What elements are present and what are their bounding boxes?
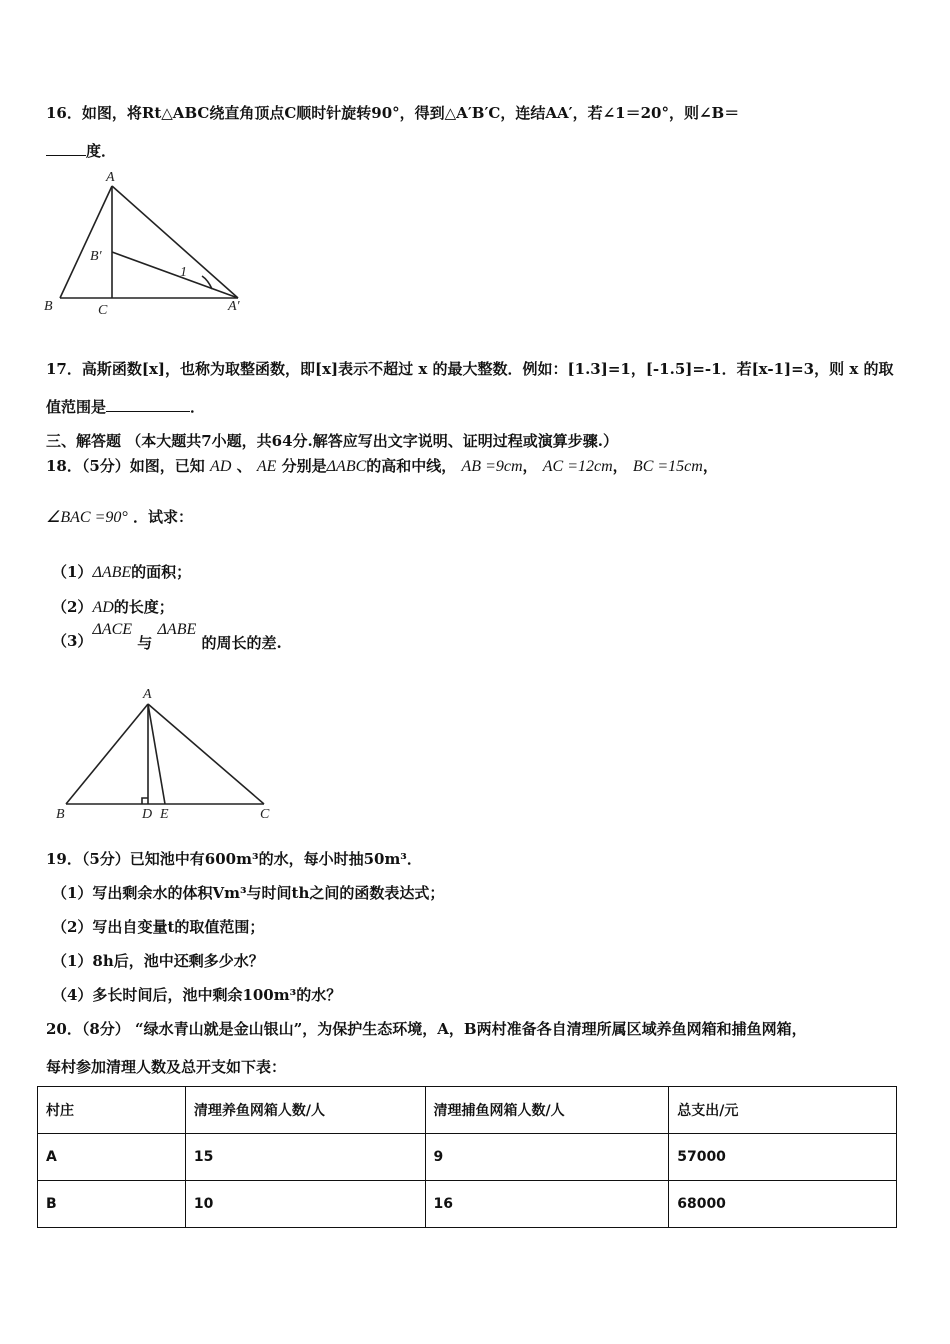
q16-label-Aprime: A′ bbox=[228, 299, 240, 314]
table-row bbox=[38, 1134, 897, 1181]
q18-p2-math: AD bbox=[92, 599, 114, 616]
table-row bbox=[38, 1181, 897, 1228]
table-cell: B bbox=[38, 1181, 186, 1228]
q18-p3-and: 与 bbox=[137, 634, 153, 652]
q18-part2 bbox=[52, 596, 174, 617]
q16-edge-BprimeAprime bbox=[112, 252, 238, 298]
q16-edge-AAprime bbox=[112, 186, 238, 298]
q16-line2-suffix: 度． bbox=[86, 142, 117, 160]
q17-line2 bbox=[46, 396, 205, 417]
q18-mid: 分别是 bbox=[281, 457, 327, 475]
q18-p2-num: （2） bbox=[52, 598, 93, 616]
q18-label-D: D bbox=[142, 807, 153, 822]
q17-line2-prefix: 值范围是 bbox=[46, 398, 107, 416]
q18-median-AE bbox=[148, 704, 165, 804]
q20-line2: 每村参加清理人数及总开支如下表： bbox=[46, 1058, 287, 1076]
q18-p3-math2: ΔABE bbox=[157, 621, 197, 638]
q18-comma1: ， bbox=[522, 457, 538, 475]
table-cell: 10 bbox=[185, 1181, 425, 1228]
q18-p3-text: 的周长的差. bbox=[201, 634, 282, 652]
q19-line1: 19．（5分）已知池中有600m³的水，每小时抽50m³． bbox=[46, 850, 422, 868]
q18-edge-BA bbox=[66, 704, 148, 804]
q17-line1: 17．高斯函数[x]，也称为取整函数，即[x]表示不超过 x 的最大整数．例如：[1.3]=1，[-1.5]=-1．若[x-1]=3，则 x 的取 bbox=[46, 360, 894, 378]
q19-line5: （4）多长时间后，池中剩余100m³的水？ bbox=[52, 986, 342, 1004]
table-cell: 16 bbox=[425, 1181, 669, 1228]
q18-ae: AE bbox=[256, 458, 277, 475]
q18-p1-math: ΔABE bbox=[92, 564, 132, 581]
q19-line2: （1）写出剩余水的体积Vm³与时间th之间的函数表达式； bbox=[52, 884, 445, 902]
q18-edge-AC bbox=[148, 704, 264, 804]
q18-tri: ΔABC bbox=[326, 458, 367, 475]
q18-ac: AC =12cm bbox=[542, 458, 613, 475]
q18-part3 bbox=[52, 621, 282, 652]
table-cell: 15 bbox=[185, 1134, 425, 1181]
q18-line2 bbox=[46, 506, 193, 527]
q18-line1 bbox=[46, 455, 718, 476]
q18-label-B: B bbox=[56, 807, 65, 822]
table-header-cell: 清理捕鱼网箱人数/人 bbox=[425, 1087, 669, 1134]
q16-label-Bprime: B′ bbox=[90, 249, 102, 264]
table-header-cell: 村庄 bbox=[38, 1087, 186, 1134]
q16-label-angle1: 1 bbox=[180, 265, 187, 280]
q18-ask: ．试求： bbox=[133, 508, 194, 526]
q16-edge-BA bbox=[60, 186, 112, 298]
table-cell: 57000 bbox=[669, 1134, 897, 1181]
table-cell: A bbox=[38, 1134, 186, 1181]
q17-answer-blank[interactable] bbox=[106, 397, 190, 412]
q18-ad: AD bbox=[210, 458, 232, 475]
q18-right-angle-mark bbox=[142, 798, 148, 804]
table-header-cell: 清理养鱼网箱人数/人 bbox=[185, 1087, 425, 1134]
q18-mid2: 的高和中线， bbox=[366, 457, 457, 475]
q16-line2 bbox=[46, 140, 116, 161]
q18-figure bbox=[52, 686, 282, 821]
q18-ab: AB =9cm bbox=[461, 458, 523, 475]
q16-label-B: B bbox=[44, 299, 53, 314]
q19-line4: （1）8h后，池中还剩多少水？ bbox=[52, 952, 264, 970]
q17-line2-suffix: ． bbox=[190, 398, 206, 416]
table-cell: 9 bbox=[425, 1134, 669, 1181]
q16-line1: 16．如图，将Rt△ABC绕直角顶点C顺时针旋转90°，得到△A′B′C，连结AA′，若∠1＝20°，则∠B＝ bbox=[46, 104, 740, 122]
q18-p1-num: （1） bbox=[52, 563, 93, 581]
q20-line1: 20．（8分） “绿水青山就是金山银山”，为保护生态环境，A，B两村准备各自清理所属区域养鱼网箱和捕鱼网箱， bbox=[46, 1020, 807, 1038]
q18-p1-text: 的面积； bbox=[131, 563, 192, 581]
q18-angle: ∠BAC =90° bbox=[46, 509, 128, 526]
q18-label-E: E bbox=[160, 807, 169, 822]
q19-line3: （2）写出自变量t的取值范围； bbox=[52, 918, 265, 936]
section3-title: 三、解答题 （本大题共7小题，共64分.解答应写出文字说明、证明过程或演算步骤.） bbox=[46, 432, 618, 450]
q18-p3-math1: ΔACE bbox=[92, 621, 133, 638]
q18-p2-text: 的长度； bbox=[113, 598, 174, 616]
q18-prefix: 18．（5分）如图，已知 bbox=[46, 457, 205, 475]
q16-figure bbox=[40, 168, 260, 318]
q18-comma3: ， bbox=[702, 457, 718, 475]
q16-label-C: C bbox=[98, 303, 108, 318]
q16-answer-blank[interactable] bbox=[46, 141, 86, 156]
q18-p3-num: （3） bbox=[52, 632, 93, 650]
q20-table bbox=[37, 1086, 897, 1228]
q16-label-A: A bbox=[106, 170, 115, 185]
q18-label-C: C bbox=[260, 807, 270, 822]
table-header-cell: 总支出/元 bbox=[669, 1087, 897, 1134]
q18-label-A: A bbox=[143, 687, 152, 702]
q18-bc: BC =15cm bbox=[632, 458, 703, 475]
q18-part1 bbox=[52, 561, 191, 582]
table-header-row bbox=[38, 1087, 897, 1134]
q18-sep1: 、 bbox=[236, 457, 252, 475]
table-cell: 68000 bbox=[669, 1181, 897, 1228]
q18-comma2: ， bbox=[612, 457, 628, 475]
